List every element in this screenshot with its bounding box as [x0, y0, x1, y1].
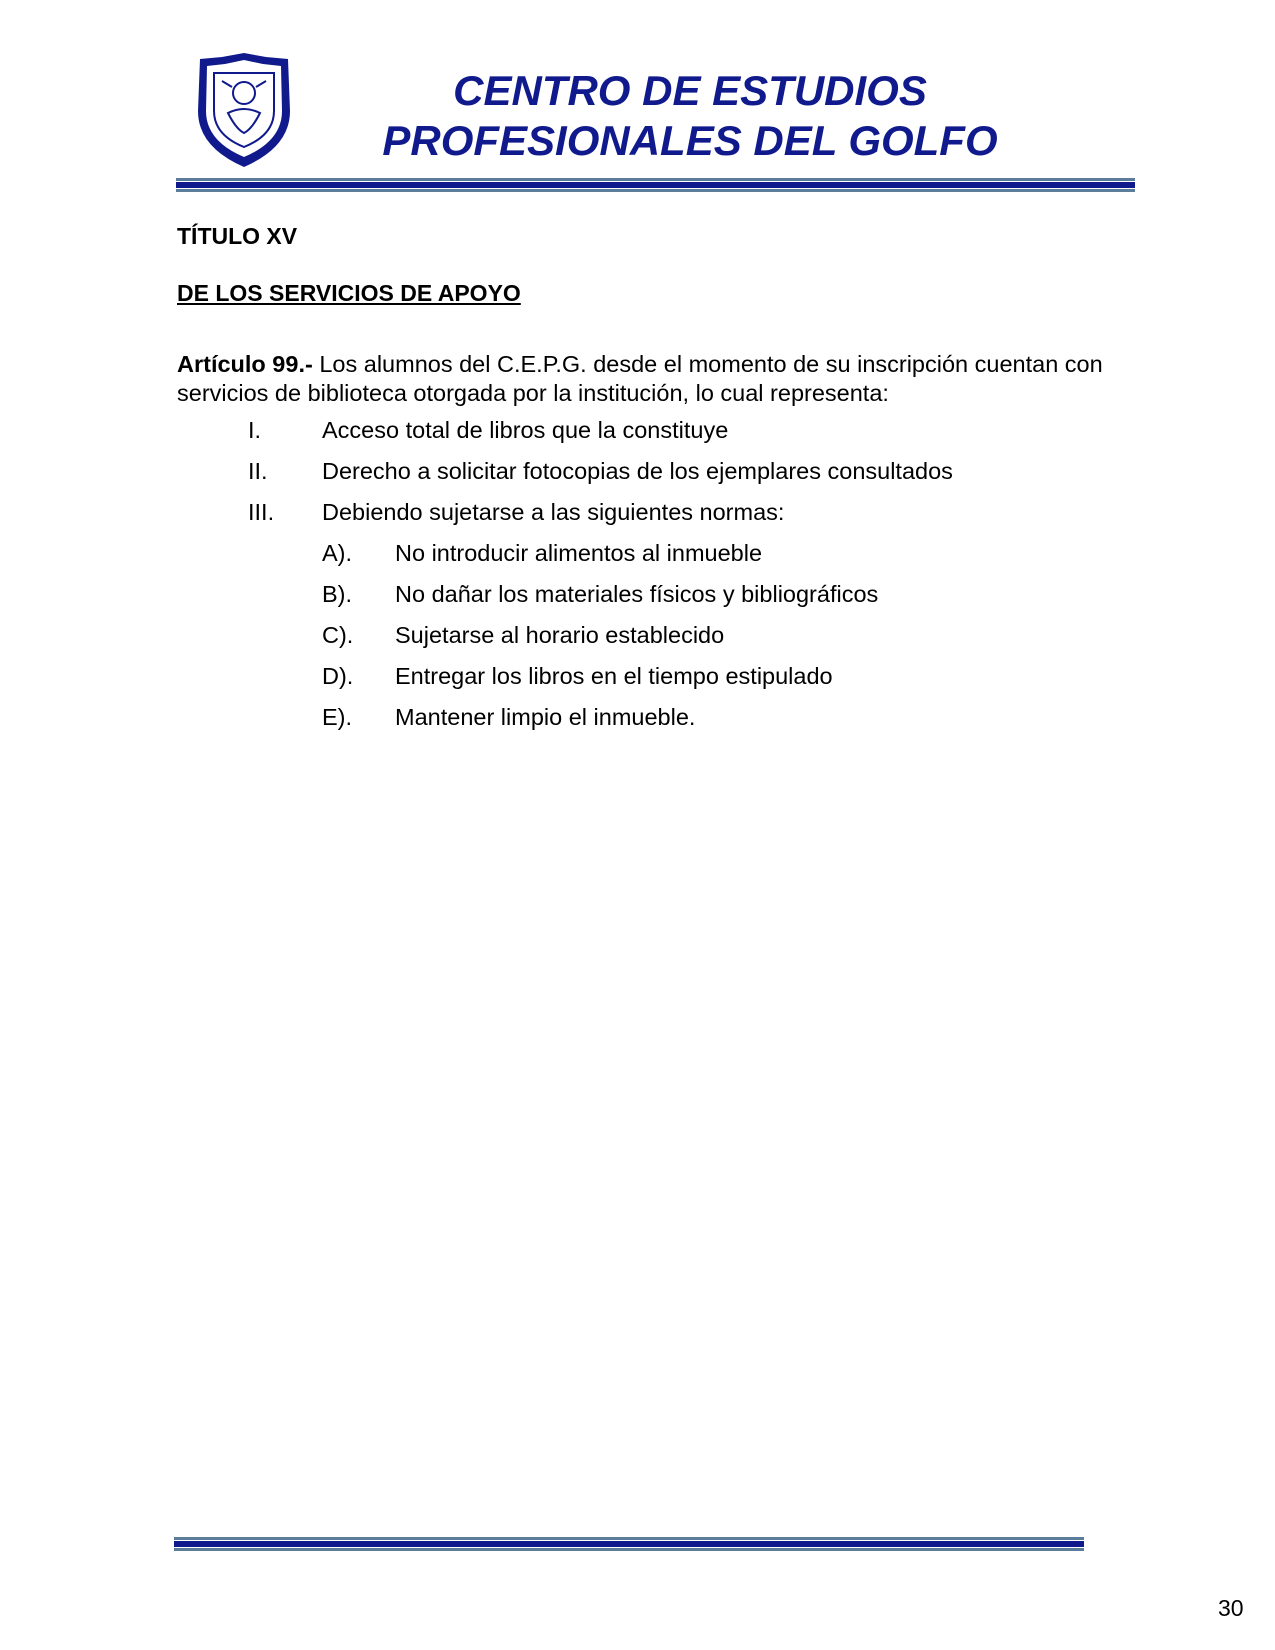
footer-divider: [174, 1537, 1084, 1551]
sub-list-item-letter: A).: [322, 540, 353, 566]
sub-list-item-text: No introducir alimentos al inmueble: [395, 540, 763, 566]
list-item-number: I.: [248, 417, 262, 443]
article-label: Artículo 99.-: [177, 351, 313, 377]
sub-list-item-letter: D).: [322, 663, 354, 689]
section-subtitle: DE LOS SERVICIOS DE APOYO: [177, 280, 521, 306]
list-item-text: Debiendo sujetarse a las siguientes normas:: [322, 499, 785, 525]
institution-title: [330, 66, 1050, 166]
institution-crest-icon: [192, 51, 296, 169]
sub-list-item-letter: B).: [322, 581, 353, 607]
list-item-number: II.: [248, 458, 268, 484]
institution-title-line1: CENTRO DE ESTUDIOS: [453, 67, 927, 114]
article-text: Los alumnos del C.E.P.G. desde el momento de su inscripción cuentan con servicios de biblioteca otorgada por la institución, lo cual representa:: [177, 351, 1103, 406]
list-item-text: Derecho a solicitar fotocopias de los ejemplares consultados: [322, 458, 953, 484]
page-number: 30: [1218, 1595, 1244, 1621]
sub-list-item-letter: E).: [322, 704, 353, 730]
list-item-text: Acceso total de libros que la constituye: [322, 417, 729, 443]
institution-title-line2: PROFESIONALES DEL GOLFO: [382, 117, 998, 164]
section-title: TÍTULO XV: [177, 223, 298, 249]
sub-list-item-text: Mantener limpio el inmueble.: [395, 704, 696, 730]
sub-list-item-text: No dañar los materiales físicos y bibliográficos: [395, 581, 879, 607]
header-divider: [176, 178, 1135, 192]
sub-list-item-text: Entregar los libros en el tiempo estipulado: [395, 663, 833, 689]
list-item-number: III.: [248, 499, 275, 525]
article-paragraph: [177, 350, 1137, 408]
sub-list-item-text: Sujetarse al horario establecido: [395, 622, 725, 648]
sub-list-item-letter: C).: [322, 622, 354, 648]
